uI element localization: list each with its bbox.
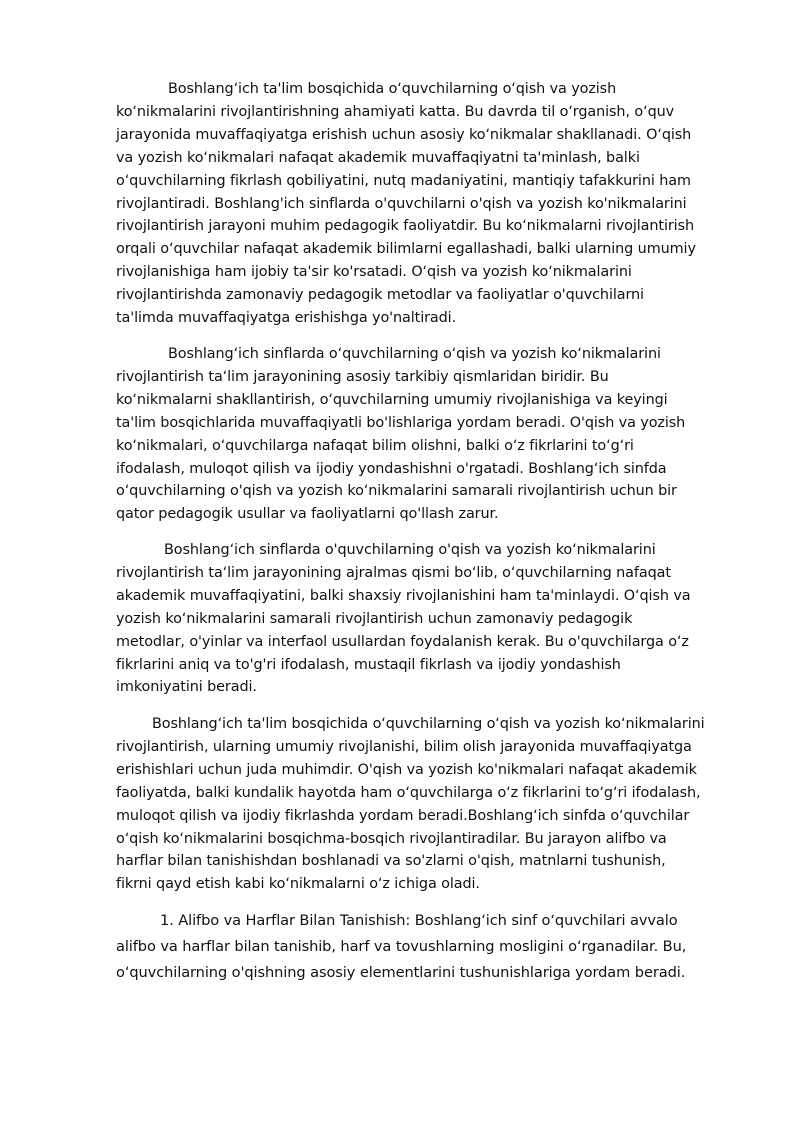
paragraph-line: fikrlarini aniq va to'g'ri ifodalash, mustaqil fikrlash va ijodiy yondashish [116, 656, 621, 673]
paragraph-line: harflar bilan tanishishdan boshlanadi va so'zlarni o'qish, matnlarni tushunish, [116, 853, 666, 870]
paragraph-line: o‘quvchilarning o'qishning asosiy elementlarini tushunishlariga yordam beradi. [116, 964, 686, 981]
paragraph-1 [116, 78, 756, 330]
paragraph-line: rivojlantirish, ularning umumiy rivojlanishi, bilim olish jarayonida muvaffaqiyatga [116, 738, 692, 755]
paragraph-line: Boshlang‘ich sinflarda o‘quvchilarning o‘qish va yozish ko‘nikmalarini [168, 346, 661, 362]
paragraph-line: ko‘nikmalarni shakllantirish, o‘quvchilarning umumiy rivojlanishiga va keyingi [116, 391, 668, 408]
paragraph-line: o‘quvchilarning o'qish va yozish ko‘nikmalarini samarali rivojlantirish uchun bir [116, 483, 677, 500]
paragraph-line: rivojlantirish ta‘lim jarayonining asosiy tarkibiy qismlaridan biridir. Bu [116, 368, 609, 385]
paragraph-line: ta'limda muvaffaqiyatga erishishga yo'naltiradi. [116, 310, 457, 327]
paragraph-line: ta'lim bosqichlarida muvaffaqiyatli bo'lishlariga yordam beradi. O'qish va yozish [116, 414, 686, 431]
paragraph-line: alifbo va harflar bilan tanishib, harf va tovushlarning mosligini o‘rganadilar. Bu, [116, 938, 687, 955]
paragraph-line: fikrni qayd etish kabi ko‘nikmalarni o‘z ichiga oladi. [116, 876, 480, 893]
paragraph-line: akademik muvaffaqiyatini, balki shaxsiy rivojlanishini ham ta'minlaydi. O‘qish va [116, 587, 691, 604]
paragraph-line: Boshlang‘ich sinflarda o'quvchilarning o'qish va yozish ko‘nikmalarini [164, 542, 656, 558]
list-item-alifbo [116, 908, 756, 986]
paragraph-line: qator pedagogik usullar va faoliyatlarni qo'llash zarur. [116, 506, 499, 523]
paragraph-line: erishishlari uchun juda muhimdir. O'qish va yozish ko'nikmalari nafaqat akademik [116, 761, 697, 778]
paragraph-line: va yozish ko‘nikmalari nafaqat akademik muvaffaqiyatni ta'minlash, balki [116, 149, 640, 166]
paragraph-2 [116, 343, 756, 526]
paragraph-line: jarayonida muvaffaqiyatga erishish uchun asosiy ko‘nikmalar shakllanadi. O‘qish [116, 126, 692, 143]
paragraph-line: yozish ko‘nikmalarini samarali rivojlantirish uchun zamonaviy pedagogik [116, 610, 633, 627]
paragraph-line: 1. Alifbo va Harflar Bilan Tanishish: Boshlang‘ich sinf o‘quvchilari avvalo [160, 912, 678, 929]
paragraph-3 [116, 539, 756, 699]
paragraph-line: ifodalash, muloqot qilish va ijodiy yondashishni o'rgatadi. Boshlang‘ich sinfda [116, 460, 667, 477]
paragraph-line: metodlar, o'yinlar va interfaol usullardan foydalanish kerak. Bu o'quvchilarga o‘z [116, 633, 689, 650]
paragraph-line: faoliyatda, balki kundalik hayotda ham o‘quvchilarga o‘z fikrlarini to‘g‘ri ifodalash, [116, 784, 701, 801]
paragraph-line: rivojlanishiga ham ijobiy ta'sir ko'rsatadi. O‘qish va yozish ko‘nikmalarini [116, 264, 632, 281]
paragraph-line: rivojlantirishda zamonaviy pedagogik metodlar va faoliyatlar o'quvchilarni [116, 287, 644, 304]
paragraph-line: muloqot qilish va ijodiy fikrlashda yordam beradi.Boshlang‘ich sinfda o‘quvchilar [116, 807, 690, 824]
paragraph-line: Boshlang‘ich ta'lim bosqichida o‘quvchilarning o‘qish va yozish ko‘nikmalarini [152, 716, 705, 732]
paragraph-line: ko‘nikmalari, o‘quvchilarga nafaqat bilim olishni, balki o‘z fikrlarini to‘g‘ri [116, 437, 634, 454]
paragraph-line: orqali o‘quvchilar nafaqat akademik bilimlarni egallashadi, balki ularning umumiy [116, 241, 696, 258]
paragraph-line: rivojlantirish ta‘lim jarayonining ajralmas qismi bo‘lib, o‘quvchilarning nafaqat [116, 564, 671, 581]
paragraph-line: rivojlantirish jarayoni muhim pedagogik faoliyatdir. Bu ko‘nikmalarni rivojlantirish [116, 218, 694, 235]
paragraph-line: Boshlang‘ich ta'lim bosqichida o‘quvchilarning o‘qish va yozish [168, 81, 617, 97]
paragraph-4 [116, 713, 756, 896]
paragraph-line: imkoniyatini beradi. [116, 679, 257, 696]
paragraph-line: o‘quvchilarning fikrlash qobiliyatini, nutq madaniyatini, mantiqiy tafakkurini ham [116, 172, 691, 189]
paragraph-line: rivojlantiradi. Boshlang'ich sinflarda o'quvchilarni o'qish va yozish ko'nikmalarini [116, 195, 687, 212]
paragraph-line: ko‘nikmalarini rivojlantirishning ahamiyati katta. Bu davrda til o‘rganish, o‘quv [116, 103, 675, 120]
paragraph-line: o‘qish ko‘nikmalarini bosqichma-bosqich rivojlantiradilar. Bu jarayon alifbo va [116, 830, 667, 847]
